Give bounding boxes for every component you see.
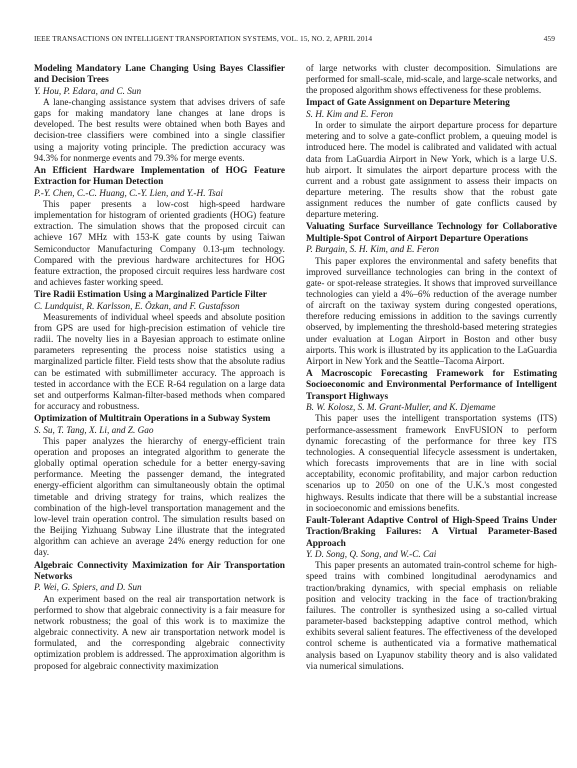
- paper-authors: Y. Hou, P. Edara, and C. Sun: [34, 86, 142, 97]
- paper-abstract: This paper explores the environmental and safety benefits that improved surveillance technologies can bring in the context of gate- or spot-release strategies. It shows that improved surveillance technologies can yield a 4%–6% reduction of the average number of aircraft on the taxiway system during congested operations, therefore reducing emissions in addition to the savings currently observed, by implementing the threshold-based metering strategies under evaluation at Logan Airport in Boston and other busy airports. This work is illustrated by its application to the LaGuardia Airport in New York and the Seattle–Tacoma Airport.: [306, 256, 557, 367]
- paper-abstract: An experiment based on the real air transportation network is performed to show that algebraic connectivity is a fair measure for network robustness; the goal of this work is to maximize the algebraic connectivity. A new air transportation network model is formulated, and the corresponding algebraic connectivity optimization problem is addressed. The approximation algorithm is proposed for algebraic connectivity maximization: [34, 594, 285, 672]
- paper-abstract: This paper uses the intelligent transportation systems (ITS) performance-assessment framework EnvFUSION to perform dynamic forecasting of the performance for three key ITS technologies. A consequential lifecycle assessment is undertaken, which forecasts improvements that are in line with social acceptability, economic profitability, and major carbon reduction scenarios up to 2050 on one of the U.K.'s most congested highways. Results indicate that there will be a substantial increase in socioeconomic and emissions benefits.: [306, 414, 557, 514]
- article-columns: [34, 64, 555, 754]
- paper-authors: P. Wei, G. Spiers, and D. Sun: [34, 583, 142, 594]
- paper-title: Modeling Mandatory Lane Changing Using Bayes Classifier and Decision Trees: [34, 64, 285, 86]
- abstract-entry: [34, 414, 285, 559]
- paper-title: An Efficient Hardware Implementation of HOG Feature Extraction for Human Detection: [34, 165, 285, 188]
- journal-name: IEEE TRANSACTIONS ON INTELLIGENT TRANSPORTATION SYSTEMS, VOL. 15, NO. 2, APRIL 2014: [34, 34, 373, 43]
- abstract-entry: [306, 222, 557, 368]
- abstract-entry: [34, 290, 285, 413]
- abstract-entry: [306, 369, 557, 515]
- paper-title: Fault-Tolerant Adaptive Control of High-Speed Trains Under Traction/Braking Failures: A Virtual Parameter-Based Approach: [306, 515, 557, 549]
- paper-authors: B. W. Kolosz, S. M. Grant-Muller, and K. Djemame: [306, 403, 496, 414]
- paper-abstract: A lane-changing assistance system that advises drivers of safe gaps for making mandatory lane changes at lane drops is developed. The best results were obtained when both Bayes and decision-tree classifiers were combined into a single classifier using a majority voting principle. The prediction accuracy was 94.3% for nonmerge events and 79.3% for merge events.: [34, 98, 285, 164]
- abstract-continuation: [306, 64, 557, 97]
- abstract-entry: [306, 516, 557, 673]
- paper-abstract: This paper analyzes the hierarchy of energy-efficient train operation and proposes an integrated algorithm to generate the globally optimal operation schedule for a better energy-saving performance. Meeting the passenger demand, the integrated energy-efficient algorithm can simultaneously obtain the optimal timetable and driving strategy for trains, which realizes the combination of the high-level transportation management and the low-level train operation control. The simulation results based on the Beijing Yizhuang Subway Line illustrate that the integrated algorithm can achieve an average 24% energy reduction for one day.: [34, 436, 285, 559]
- paper-abstract: This paper presents a low-cost high-speed hardware implementation for histogram of oriented gradients (HOG) feature extraction. The simulation shows that the proposed circuit can achieve 167 MHz with 153-K gate counts by using Taiwan Semiconductor Manufacturing Company 0.13-μm technology. Compared with the previous hardware architectures for HOG feature extraction, the proposed circuit requires less hardware cost and achieves faster working speed.: [34, 199, 285, 289]
- paper-authors: S. Su, T. Tang, X. Li, and Z. Gao: [34, 425, 154, 436]
- paper-title: Optimization of Multitrain Operations in a Subway System: [34, 414, 271, 425]
- paper-abstract: Measurements of individual wheel speeds and absolute position from GPS are used for high-precision estimation of vehicle tire radii. The novelty lies in a Bayesian approach to estimate online parameters representing the process noise statistics using a marginalized particle filter. Field tests show that the absolute radius can be estimated with submillimeter accuracy. The approach is tested in accordance with the ECE R-64 regulation on a large data set and outperforms Kalman-filter-based methods when compared for accuracy and robustness.: [34, 312, 285, 413]
- paper-title: Algebraic Connectivity Maximization for Air Transportation Networks: [34, 560, 285, 582]
- paper-abstract-continued: of large networks with cluster decomposition. Simulations are performed for small-scale, mid-scale, and large-scale networks, and the proposed algorithm shows effectiveness for these problems.: [306, 64, 557, 97]
- abstract-entry: [34, 561, 285, 673]
- paper-authors: S. H. Kim and E. Feron: [306, 109, 394, 120]
- paper-abstract: In order to simulate the airport departure process for departure metering and to solve a gate-conflict problem, a queuing model is introduced here. The model is calibrated and validated with actual data from LaGuardia Airport in New York, which is a large U.S. hub airport. It simulates the airport departure process with the current and a robust gate assignment to assess their impacts on departure metering. The results show that the robust gate assignment reduces the number of gate conflicts caused by departure metering.: [306, 121, 557, 221]
- paper-title: Impact of Gate Assignment on Departure Metering: [306, 98, 510, 109]
- paper-title: Tire Radii Estimation Using a Marginalized Particle Filter: [34, 290, 267, 301]
- abstract-entry: [34, 64, 285, 165]
- paper-authors: P.-Y. Chen, C.-C. Huang, C.-Y. Lien, and Y.-H. Tsai: [34, 188, 223, 199]
- page-number: 459: [543, 34, 555, 43]
- abstract-entry: [306, 98, 557, 221]
- paper-abstract: This paper presents an automated train-control scheme for high-speed trains with combined longitudinal aerodynamics and traction/braking dynamics, with special emphasis on reliable position and velocity tracking in the face of traction/braking failures. The controller is synthesized using a so-called virtual parameter-based backstepping adaptive control method, which exhibits several salient features. The effectiveness of the developed control scheme is authenticated via a formative mathematical analysis based on Lyapunov stability theory and is also validated via numerical simulations.: [306, 561, 557, 672]
- left-column: [34, 64, 285, 674]
- abstract-entry: [34, 166, 285, 289]
- paper-authors: C. Lundquist, R. Karlsson, E. Özkan, and F. Gustafsson: [34, 301, 240, 312]
- paper-title: Valuating Surface Surveillance Technology for Collaborative Multiple-Spot Control of Airport Departure Operations: [306, 222, 557, 244]
- paper-authors: P. Burgain, S. H. Kim, and E. Feron: [306, 245, 440, 256]
- right-column: [306, 64, 557, 674]
- running-head: [34, 34, 555, 46]
- paper-title: A Macroscopic Forecasting Framework for Estimating Socioeconomic and Environmental Performance of Intelligent Transport Highways: [306, 369, 557, 402]
- paper-authors: Y. D. Song, Q. Song, and W.-C. Cai: [306, 550, 437, 561]
